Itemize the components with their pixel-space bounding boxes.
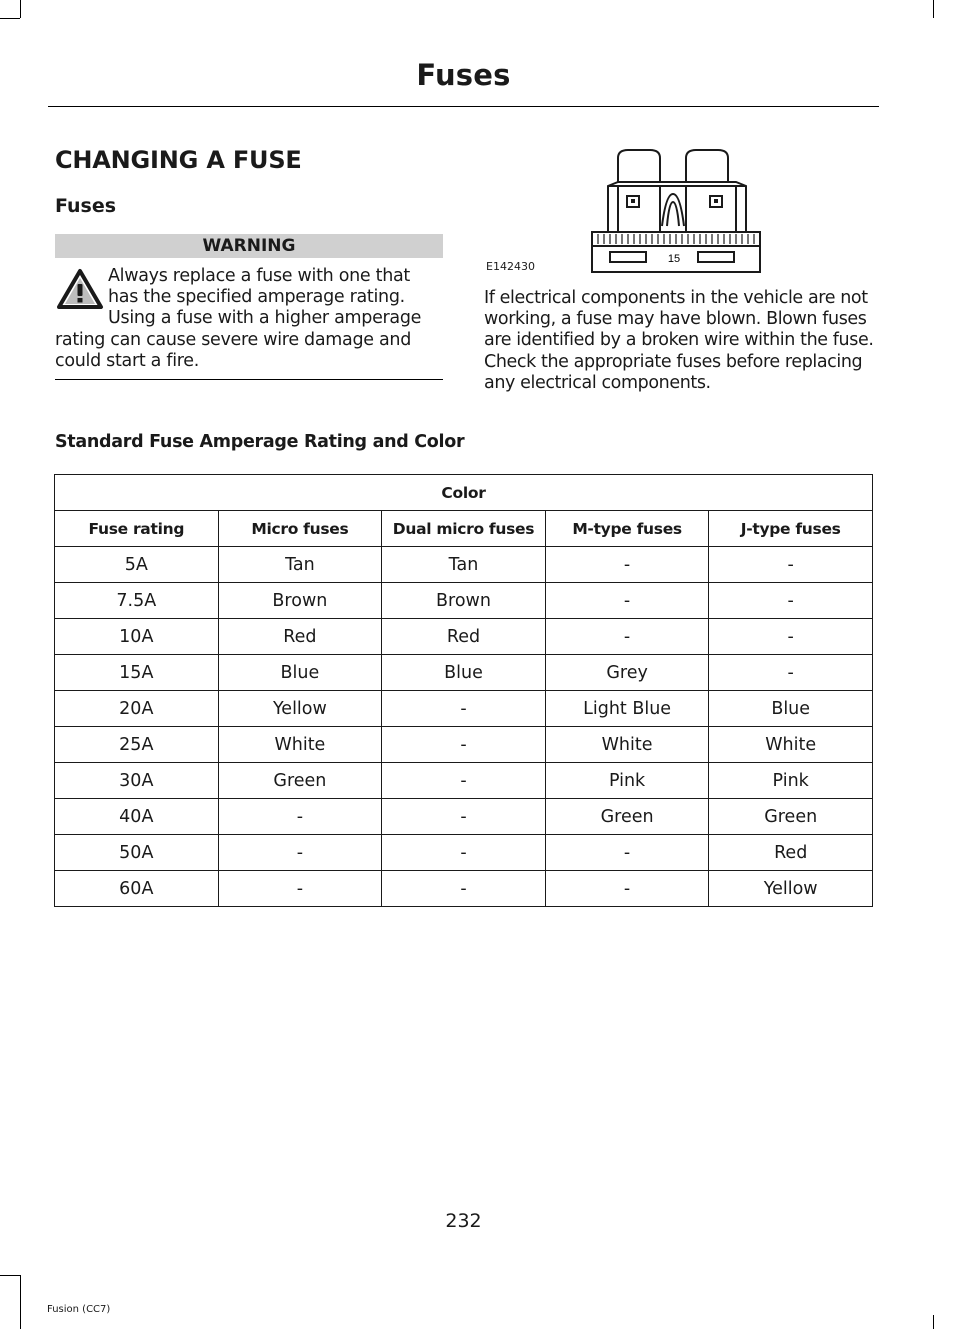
table-cell: 10A [55,619,219,655]
table-cell: Brown [382,583,546,619]
table-cell: - [545,583,709,619]
table-row [55,727,873,763]
column-header: Fuse rating [55,511,219,547]
table-cell: Green [545,799,709,835]
table-row [55,655,873,691]
crop-mark [0,1275,20,1276]
table-cell: Blue [218,655,382,691]
table-cell: - [545,835,709,871]
table-cell: Pink [545,763,709,799]
fuse-illustration [550,146,870,276]
table-row [55,871,873,907]
crop-mark [933,0,934,18]
column-header: J-type fuses [709,511,873,547]
table-row [55,619,873,655]
table-cell: White [218,727,382,763]
crop-mark [20,1275,21,1329]
table-cell: Red [382,619,546,655]
table-row [55,763,873,799]
table-cell: - [382,835,546,871]
column-header: Dual micro fuses [382,511,546,547]
table-cell: Green [709,799,873,835]
crop-mark [0,18,20,19]
fuse-color-table [54,474,873,907]
title-divider [48,106,879,107]
table-cell: Pink [709,763,873,799]
illustration-code: E142430 [486,260,535,273]
table-cell: Red [218,619,382,655]
table-cell: - [545,619,709,655]
table-cell: - [545,871,709,907]
table-cell: 15A [55,655,219,691]
footer-model: Fusion (CC7) [47,1304,111,1315]
table-cell: - [382,799,546,835]
table-cell: Tan [218,547,382,583]
table-row [55,583,873,619]
table-cell: - [709,655,873,691]
table-cell: Green [218,763,382,799]
table-cell: - [545,547,709,583]
table-cell: - [709,619,873,655]
table-cell: - [218,799,382,835]
body-paragraph: If electrical components in the vehicle are not working, a fuse may have blown. Blown fuses are identified by a broken wire within the fuse. Check the appropriate fuses before replacing any electrical components. [484,288,874,393]
table-cell: - [218,871,382,907]
page-title: Fuses [416,58,511,92]
table-cell: - [382,763,546,799]
table-cell: Yellow [218,691,382,727]
table-cell: 25A [55,727,219,763]
table-cell: Blue [382,655,546,691]
crop-mark [933,1315,934,1329]
table-cell: 30A [55,763,219,799]
table-row [55,799,873,835]
table-row [55,835,873,871]
section-heading: CHANGING A FUSE [55,146,302,174]
table-cell: 50A [55,835,219,871]
table-cell: 40A [55,799,219,835]
table-title: Standard Fuse Amperage Rating and Color [55,432,465,452]
crop-mark [20,0,21,18]
table-cell: Grey [545,655,709,691]
page-number: 232 [445,1210,482,1232]
column-header: M-type fuses [545,511,709,547]
table-cell: - [382,871,546,907]
table-row [55,691,873,727]
table-cell: - [709,583,873,619]
table-cell: - [218,835,382,871]
table-cell: - [382,691,546,727]
warning-label: WARNING [55,234,443,258]
table-cell: 7.5A [55,583,219,619]
table-cell: White [709,727,873,763]
table-cell: Tan [382,547,546,583]
fuse-rating-label: 15 [667,253,681,265]
table-cell: Light Blue [545,691,709,727]
table-cell: - [709,547,873,583]
table-cell: Blue [709,691,873,727]
table-cell: Yellow [709,871,873,907]
sub-heading: Fuses [55,195,117,217]
warning-text-block [55,266,445,372]
column-header: Micro fuses [218,511,382,547]
table-group-header: Color [55,475,873,511]
table-row [55,547,873,583]
table-cell: Brown [218,583,382,619]
table-cell: White [545,727,709,763]
warning-divider [55,379,443,380]
table-cell: - [382,727,546,763]
table-cell: Red [709,835,873,871]
table-cell: 60A [55,871,219,907]
table-cell: 5A [55,547,219,583]
warning-text: Always replace a fuse with one that has the specified amperage rating. Using a fuse with a higher amperage rating can cause severe wire damage and could start a fire. [55,266,422,371]
table-cell: 20A [55,691,219,727]
